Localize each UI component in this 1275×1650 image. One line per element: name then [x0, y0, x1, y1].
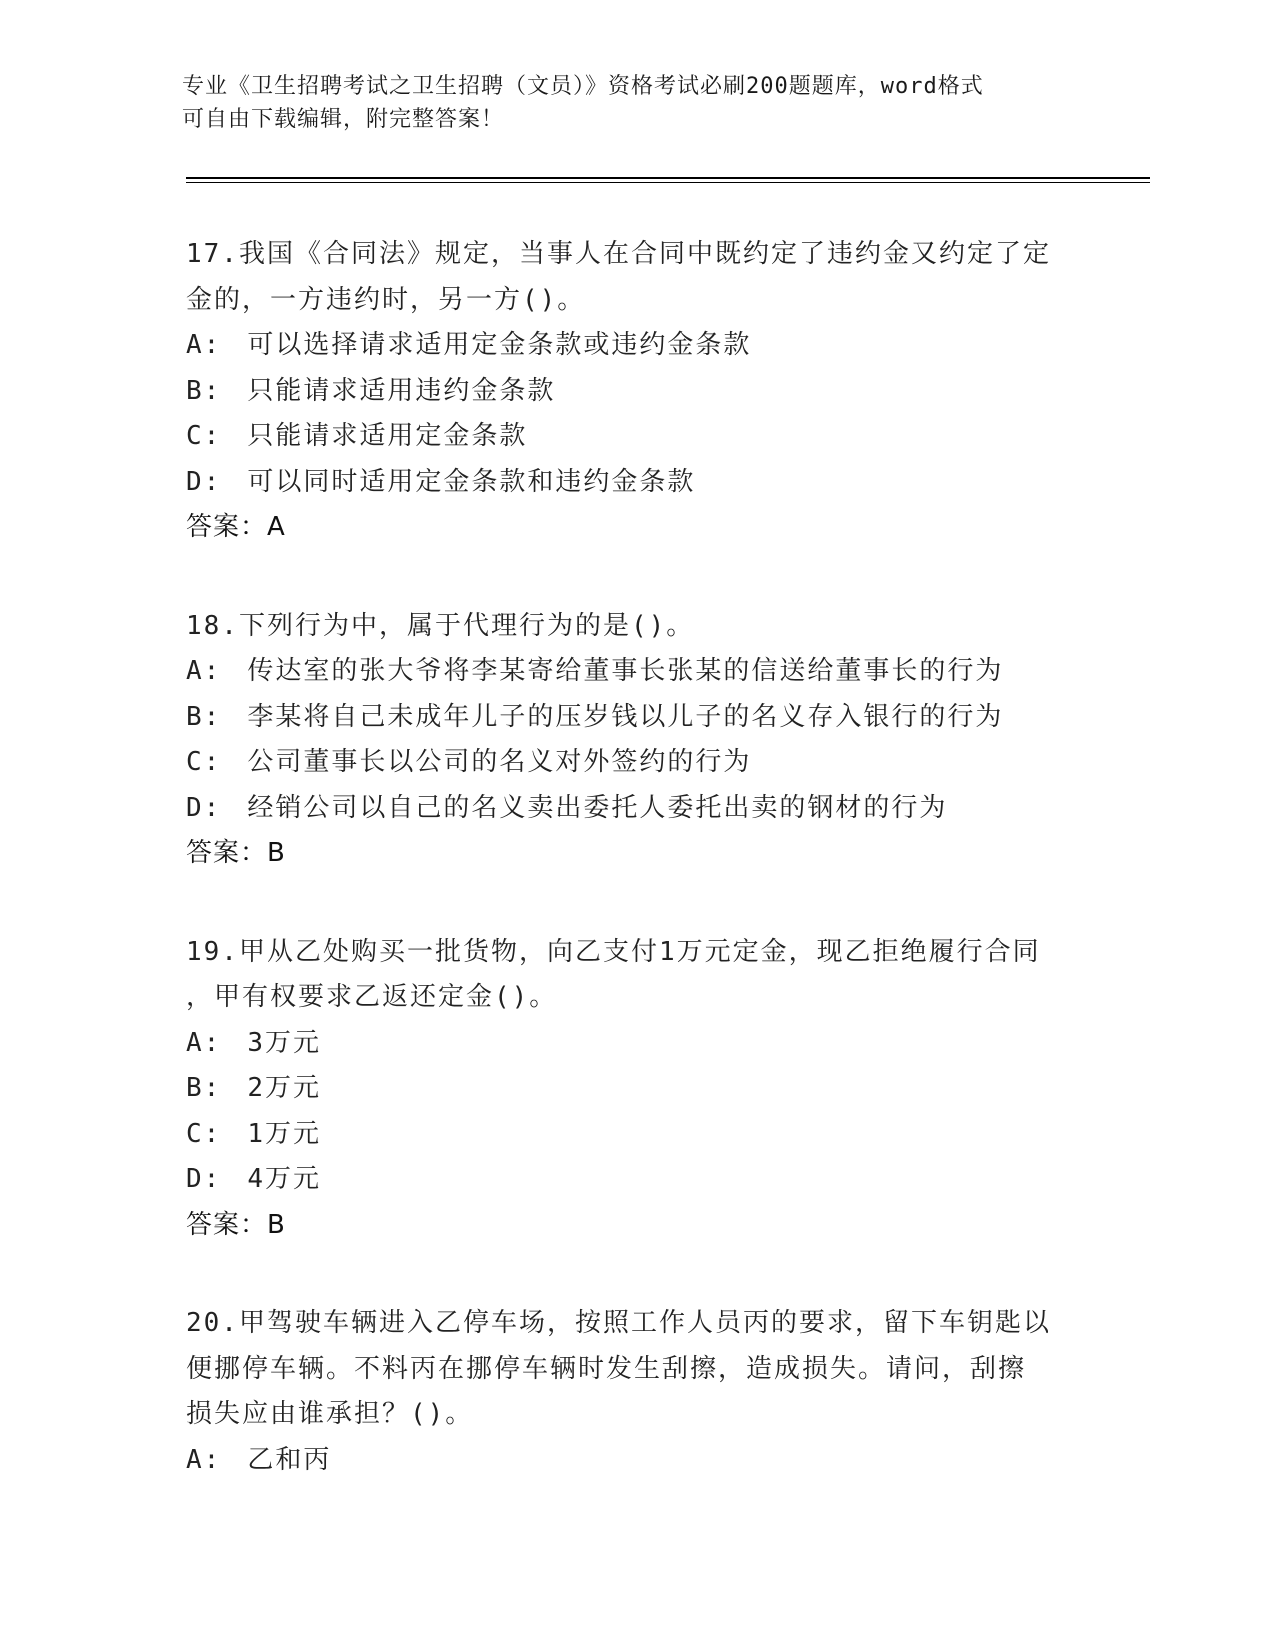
- question-stem-line: 损失应由谁承担？()。: [186, 1399, 474, 1429]
- answer-option: [186, 414, 1086, 460]
- option-text: 3万元: [247, 1027, 321, 1058]
- answer-option: [186, 323, 1086, 369]
- answer-option: [186, 1157, 1086, 1203]
- option-letter: A:: [186, 656, 222, 686]
- option-text: 李某将自己未成年儿子的压岁钱以儿子的名义存入银行的行为: [247, 701, 1004, 732]
- option-letter: D:: [186, 466, 222, 497]
- question-stem-line: 17.我国《合同法》规定，当事人在合同中既约定了违约金又约定了定: [186, 239, 1051, 269]
- option-text: 可以选择请求适用定金条款或违约金条款: [247, 330, 752, 360]
- option-text: 经销公司以自己的名义卖出委托人委托出卖的钢材的行为: [247, 792, 948, 823]
- option-letter: C:: [186, 747, 222, 777]
- option-letter: B:: [186, 375, 222, 406]
- option-letter: D:: [186, 1164, 222, 1194]
- answer-key: 答案：A: [186, 512, 286, 542]
- answer-key: 答案：B: [186, 1209, 286, 1240]
- option-text: 1万元: [247, 1118, 321, 1149]
- option-letter: B:: [186, 1073, 222, 1103]
- option-text: 乙和丙: [247, 1444, 332, 1475]
- option-letter: A:: [186, 330, 222, 360]
- answer-option: [186, 369, 1086, 415]
- option-letter: A:: [186, 1027, 222, 1058]
- answer-option: [186, 649, 1086, 695]
- answer-option: [186, 1112, 1086, 1158]
- question-stem-line: 20.甲驾驶车辆进入乙停车场，按照工作人员丙的要求，留下车钥匙以: [186, 1308, 1051, 1338]
- answer-option: [186, 695, 1086, 741]
- option-text: 公司董事长以公司的名义对外签约的行为: [247, 747, 752, 777]
- header-divider-thick: [186, 177, 1150, 179]
- answer-key: 答案：B: [186, 838, 286, 868]
- option-text: 只能请求适用违约金条款: [247, 375, 556, 406]
- answer-option: [186, 460, 1086, 506]
- option-text: 只能请求适用定金条款: [247, 421, 528, 451]
- header-line-2: 可自由下载编辑，附完整答案！: [182, 107, 505, 132]
- question-item: [186, 232, 1086, 551]
- option-letter: C:: [186, 1118, 222, 1149]
- answer-option: [186, 1438, 1086, 1484]
- question-stem-line: 便挪停车辆。不料丙在挪停车辆时发生刮擦，造成损失。请问，刮擦: [186, 1353, 1027, 1384]
- question-list: [186, 232, 1086, 1536]
- answer-option: [186, 1066, 1086, 1112]
- option-text: 传达室的张大爷将李某寄给董事长张某的信送给董事长的行为: [247, 656, 1004, 686]
- question-item: [186, 604, 1086, 877]
- answer-option: [186, 740, 1086, 786]
- question-item: [186, 1301, 1086, 1483]
- option-letter: B:: [186, 701, 222, 732]
- answer-option: [186, 1021, 1086, 1067]
- option-letter: D:: [186, 792, 222, 823]
- header-divider-thin: [186, 182, 1150, 183]
- question-stem-line: 19.甲从乙处购买一批货物，向乙支付1万元定金，现乙拒绝履行合同: [186, 936, 1041, 967]
- option-text: 4万元: [247, 1164, 321, 1194]
- option-letter: C:: [186, 421, 222, 451]
- option-text: 可以同时适用定金条款和违约金条款: [247, 466, 696, 497]
- answer-option: [186, 786, 1086, 832]
- option-text: 2万元: [247, 1073, 321, 1103]
- question-stem-line: 18.下列行为中，属于代理行为的是()。: [186, 610, 695, 641]
- document-header: [182, 70, 1052, 136]
- question-stem-line: 金的，一方违约时，另一方()。: [186, 284, 586, 315]
- option-letter: A:: [186, 1444, 222, 1475]
- question-stem-line: ，甲有权要求乙返还定金()。: [186, 982, 558, 1012]
- question-item: [186, 930, 1086, 1249]
- header-line-1: 专业《卫生招聘考试之卫生招聘（文员）》资格考试必刷200题题库，word格式: [182, 74, 984, 99]
